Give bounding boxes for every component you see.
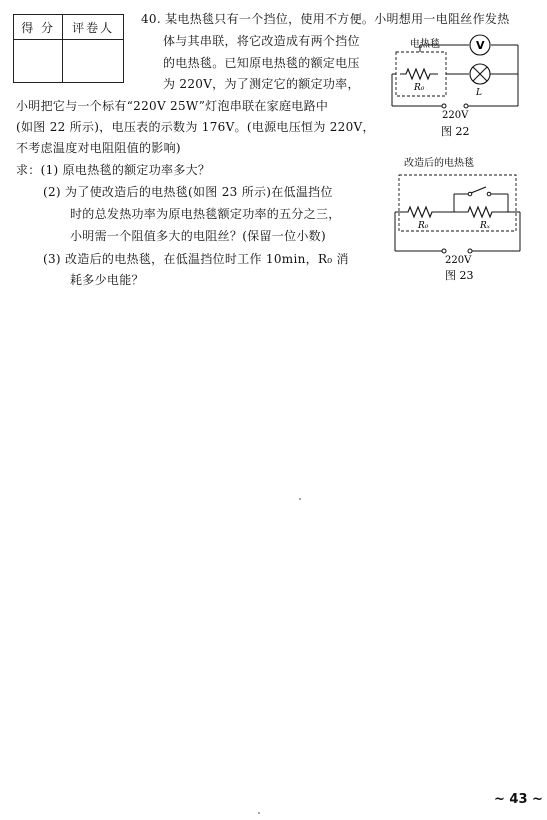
figure-22: [390, 36, 540, 140]
grader-cell: [63, 40, 124, 83]
question-line-2: 体与其串联，将它改造成有两个挡位: [163, 34, 360, 48]
question-ask: 求：(1) 原电热毯的额定功率多大？: [16, 163, 211, 177]
fig23-terminal: [468, 249, 472, 253]
fig22-terminal: [464, 104, 468, 108]
fig23-title: 改造后的电热毯: [404, 158, 474, 169]
score-table: [13, 14, 124, 83]
fig22-r0-label: R₀: [414, 83, 425, 93]
figure-23: [390, 157, 540, 283]
fig23-resistor-r0: [402, 207, 454, 217]
question-line-5: 小明把它与一个标有“220V 25W”灯泡串联在家庭电路中: [16, 99, 329, 113]
question-line-3: 的电热毯。已知原电热毯的额定电压: [163, 56, 360, 70]
page-number: ~ 43 ~: [494, 792, 543, 807]
fig22-resistor-r0: [400, 69, 438, 79]
fig23-blanket-box: [399, 175, 516, 231]
question-line-1: 40. 某电热毯只有一个挡位，使用不方便。小明想用一电阻丝作发热: [141, 12, 510, 26]
fig22-blanket-label: 电热毯: [410, 39, 440, 50]
fig22-terminal: [442, 104, 446, 108]
fig22-voltage-label: 220V: [442, 110, 469, 121]
part2-line-1: (2) 为了使改造后的电热毯(如图 23 所示)在低温挡位: [43, 185, 333, 199]
part3-line-1: (3) 改造后的电热毯，在低温挡位时工作 10min，R₀ 消: [43, 252, 349, 266]
fig23-rx-label: Rₓ: [480, 221, 490, 231]
fig22-caption: 图 22: [441, 125, 470, 138]
fig23-voltage-label: 220V: [445, 255, 472, 266]
grader-label: 评卷人: [63, 15, 124, 40]
scan-speck: [299, 498, 301, 500]
part3-line-2: 耗多少电能？: [70, 273, 144, 287]
fig22-voltmeter-symbol: V: [476, 39, 485, 52]
score-cell: [14, 40, 63, 83]
fig23-switch: [471, 187, 486, 193]
fig23-resistor-rx: [454, 207, 508, 217]
question-line-4: 为 220V，为了测定它的额定功率，: [163, 77, 360, 91]
fig22-lamp-label: L: [476, 88, 482, 98]
fig23-switch-contact: [487, 192, 491, 196]
fig23-r0-label: R₀: [418, 221, 429, 231]
question-line-7: 不考虑温度对电阻阻值的影响): [16, 141, 181, 155]
part2-line-2: 时的总发热功率为原电热毯额定功率的五分之三，: [70, 207, 341, 221]
part2-line-3: 小明需一个阻值多大的电阻丝？(保留一位小数): [70, 229, 326, 243]
question-line-6: (如图 22 所示)，电压表的示数为 176V。(电源电压恒为 220V，: [16, 120, 375, 134]
scan-speck: [258, 812, 260, 814]
fig23-terminal: [442, 249, 446, 253]
score-label: 得 分: [14, 15, 63, 40]
fig23-caption: 图 23: [445, 269, 474, 282]
